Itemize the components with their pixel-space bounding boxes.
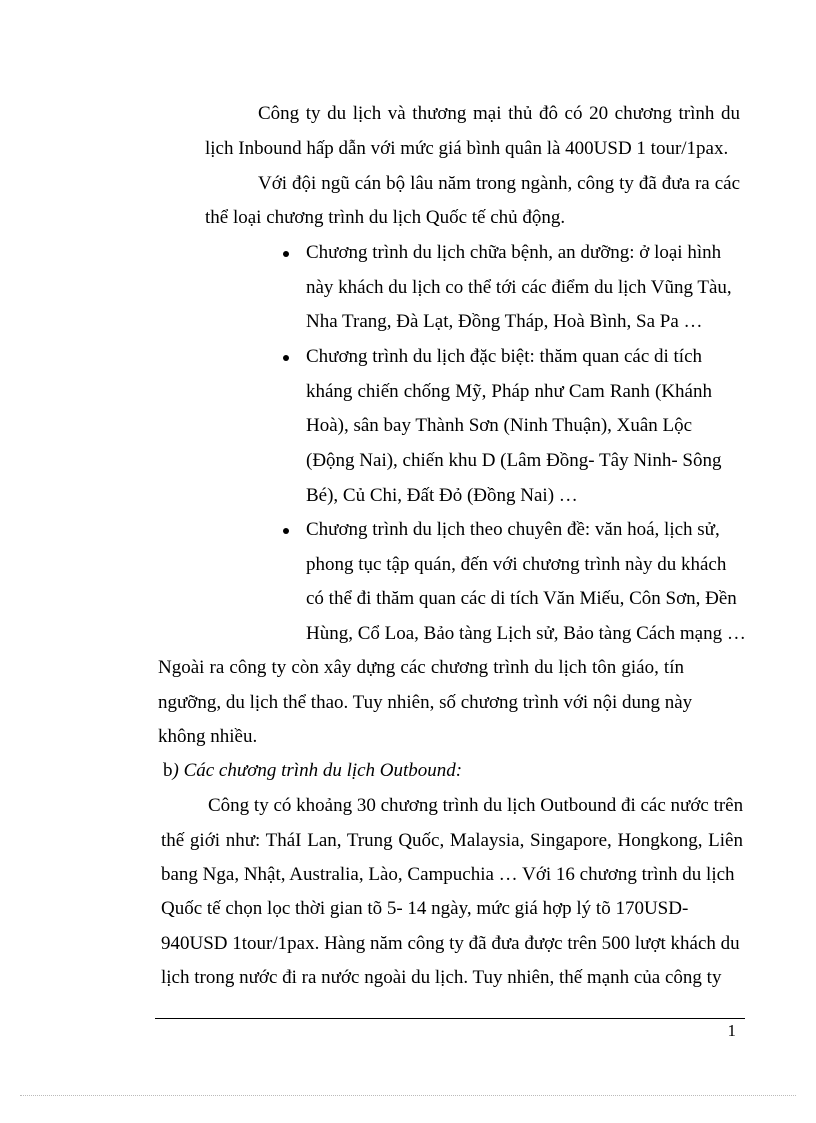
section-title: ) Các chương trình du lịch Outbound: xyxy=(172,760,463,781)
bullet-line: Hùng, Cổ Loa, Bảo tàng Lịch sử, Bảo tàng Cách mạng … xyxy=(306,623,746,644)
bullet-line: này khách du lịch co thể tới các điểm du lịch Vũng Tàu, xyxy=(306,277,732,298)
paragraph-line: không nhiều. xyxy=(158,726,258,747)
page-bottom-border xyxy=(20,1095,796,1096)
bullet-line: Chương trình du lịch theo chuyên đề: văn hoá, lịch sử, xyxy=(306,519,720,540)
bullet-line: (Động Nai), chiến khu D (Lâm Đồng- Tây Ninh- Sông xyxy=(306,450,722,471)
paragraph-line: Công ty có khoảng 30 chương trình du lịch Outbound đi các nước trên xyxy=(208,795,744,816)
bullet-icon xyxy=(283,355,289,361)
bullet-icon xyxy=(283,251,289,257)
bullet-line: Bé), Củ Chi, Đất Đỏ (Đồng Nai) … xyxy=(306,485,578,506)
paragraph-line: Ngoài ra công ty còn xây dựng các chương trình du lịch tôn giáo, tín xyxy=(158,657,684,678)
section-heading xyxy=(163,760,462,782)
paragraph-line: Với đội ngũ cán bộ lâu năm trong ngành, công ty đã đưa ra các xyxy=(258,173,740,194)
paragraph-line: lịch trong nước đi ra nước ngoài du lịch. Tuy nhiên, thế mạnh của công ty xyxy=(161,967,722,988)
paragraph-line: thể loại chương trình du lịch Quốc tế chủ động. xyxy=(205,207,566,228)
paragraph-line: 940USD 1tour/1pax. Hàng năm công ty đã đưa được trên 500 lượt khách du xyxy=(161,933,740,954)
paragraph-line: bang Nga, Nhật, Australia, Lào, Campuchia … Với 16 chương trình du lịch xyxy=(161,864,735,885)
paragraph-line: ngưỡng, du lịch thể thao. Tuy nhiên, số chương trình với nội dung này xyxy=(158,692,693,713)
bullet-line: Chương trình du lịch chữa bệnh, an dưỡng: ở loại hình xyxy=(306,242,722,263)
bullet-line: Nha Trang, Đà Lạt, Đồng Tháp, Hoà Bình, Sa Pa … xyxy=(306,311,703,332)
page-number: 1 xyxy=(727,1021,736,1040)
bullet-line: phong tục tập quán, đến với chương trình này du khách xyxy=(306,554,727,575)
paragraph-line: thế giới như: TháI Lan, Trung Quốc, Malaysia, Singapore, Hongkong, Liên xyxy=(161,830,743,851)
footer-rule xyxy=(155,1018,745,1019)
bullet-line: Hoà), sân bay Thành Sơn (Ninh Thuận), Xuân Lộc xyxy=(306,415,693,436)
bullet-icon xyxy=(283,528,289,534)
paragraph-line: Quốc tế chọn lọc thời gian tõ 5- 14 ngày, mức giá hợp lý tõ 170USD- xyxy=(161,898,689,919)
paragraph-line: lịch Inbound hấp dẫn với mức giá bình quân là 400USD 1 tour/1pax. xyxy=(205,138,729,159)
bullet-line: kháng chiến chống Mỹ, Pháp như Cam Ranh (Khánh xyxy=(306,381,712,402)
bullet-line: Chương trình du lịch đặc biệt: thăm quan các di tích xyxy=(306,346,703,367)
paragraph-line: Công ty du lịch và thương mại thủ đô có 20 chương trình du xyxy=(258,103,740,124)
bullet-line: có thể đi thăm quan các di tích Văn Miếu, Côn Sơn, Đền xyxy=(306,588,737,609)
section-marker: b xyxy=(163,760,173,781)
